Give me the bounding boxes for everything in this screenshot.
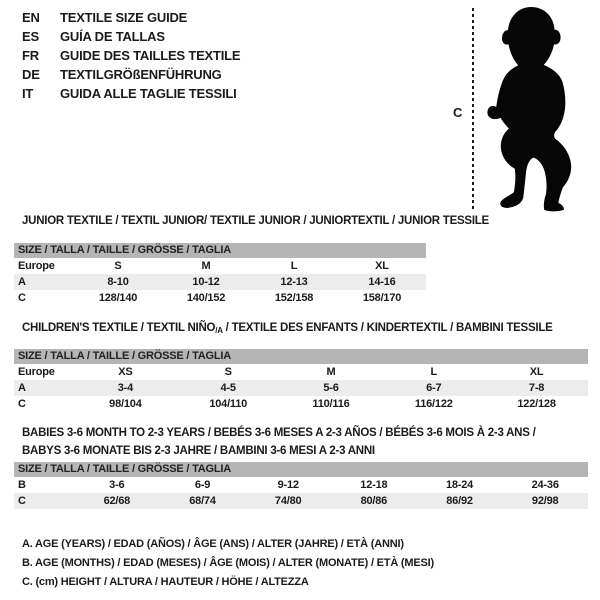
height-value: 152/158 [274, 292, 314, 304]
age-months-value: 24-36 [531, 479, 559, 491]
language-code: DE [22, 67, 40, 82]
table-row-age-months [14, 477, 588, 493]
children-size-table [14, 349, 588, 412]
legend-footnotes [22, 535, 434, 592]
height-value: 128/140 [98, 292, 138, 304]
table-row-height [14, 290, 426, 306]
height-value: 68/74 [189, 495, 216, 507]
age-value: 10-12 [192, 276, 220, 288]
height-value: 158/170 [362, 292, 402, 304]
age-value: 7-8 [528, 382, 545, 394]
junior-table-title: JUNIOR TEXTILE / TEXTIL JUNIOR/ TEXTILE JUNIOR / JUNIORTEXTIL / JUNIOR TESSILE [22, 215, 489, 227]
table-row-europe [14, 258, 426, 274]
age-value: 12-13 [280, 276, 308, 288]
height-value: 140/152 [186, 292, 226, 304]
row-label: C [18, 398, 26, 410]
language-code: ES [22, 29, 39, 44]
age-value: 14-16 [368, 276, 396, 288]
size-header-bar: SIZE / TALLA / TAILLE / GRÖSSE / TAGLIA [14, 462, 588, 477]
height-value: 74/80 [274, 495, 302, 507]
age-months-value: 9-12 [277, 479, 299, 491]
age-value: 6-7 [426, 382, 442, 394]
language-row-de [22, 65, 240, 84]
age-months-value: 6-9 [194, 479, 211, 491]
babies-size-table [14, 462, 588, 509]
language-title-list [22, 8, 240, 103]
size-col: M [326, 366, 336, 378]
junior-size-table [14, 243, 426, 306]
row-label: C [18, 495, 26, 507]
row-label: Europe [18, 260, 55, 272]
language-title: TEXTILE SIZE GUIDE [60, 10, 188, 25]
height-value: 110/116 [312, 398, 350, 410]
size-col: S [114, 260, 122, 272]
height-value: 80/86 [360, 495, 388, 507]
row-label: A [18, 276, 26, 288]
children-title-prefix: CHILDREN'S TEXTILE / TEXTIL NIÑO [22, 322, 216, 334]
footnote-age-months: B. AGE (MONTHS) / EDAD (MESES) / ÂGE (MOIS) / ALTER (MONATE) / ETÀ (MESI) [22, 557, 434, 569]
age-value: 5-6 [323, 382, 339, 394]
language-title: GUIDA ALLE TAGLIE TESSILI [60, 86, 237, 101]
age-months-value: 3-6 [109, 479, 125, 491]
table-row-height [14, 396, 588, 412]
table-row-europe [14, 364, 588, 380]
size-col: L [290, 260, 298, 272]
language-code: EN [22, 10, 40, 25]
table-row-age [14, 274, 426, 290]
babies-title-line1: BABIES 3-6 MONTH TO 2-3 YEARS / BEBÉS 3-6 MESES A 2-3 AÑOS / BÉBÉS 3-6 MOIS À 2-3 ANS / [22, 427, 536, 439]
height-value: 92/98 [531, 495, 559, 507]
age-months-value: 12-18 [360, 479, 388, 491]
babies-table-title [22, 424, 536, 460]
height-value: 62/68 [103, 495, 131, 507]
language-code: IT [22, 86, 34, 101]
age-value: 8-10 [107, 276, 129, 288]
row-label: B [18, 479, 26, 491]
size-col: XL [529, 366, 544, 378]
row-label: C [18, 292, 26, 304]
baby-silhouette-icon [482, 4, 580, 212]
language-title: GUÍA DE TALLAS [60, 29, 165, 44]
footnote-height: C. (cm) HEIGHT / ALTURA / HAUTEUR / HÖHE / ALTEZZA [22, 576, 309, 588]
size-col: M [201, 260, 211, 272]
height-measure-dashed-line [472, 8, 474, 212]
size-col: S [224, 366, 232, 378]
language-code: FR [22, 48, 39, 63]
height-value: 116/122 [414, 398, 453, 410]
language-row-en [22, 8, 240, 27]
table-row-height [14, 493, 588, 509]
language-row-it [22, 84, 240, 103]
height-value: 98/104 [109, 398, 142, 410]
footnote-age-years: A. AGE (YEARS) / EDAD (AÑOS) / ÂGE (ANS) / ALTER (JAHRE) / ETÀ (ANNI) [22, 538, 404, 550]
height-value: 86/92 [446, 495, 473, 507]
height-value: 104/110 [209, 398, 248, 410]
children-title-suffix: / TEXTILE DES ENFANTS / KINDERTEXTIL / BAMBINI TESSILE [222, 322, 553, 334]
age-value: 4-5 [220, 382, 236, 394]
height-value: 122/128 [517, 398, 556, 410]
size-col: XS [118, 366, 133, 378]
height-measure-label: C [453, 105, 463, 120]
size-header-bar: SIZE / TALLA / TAILLE / GRÖSSE / TAGLIA [14, 243, 426, 258]
language-row-es [22, 27, 240, 46]
size-col: XL [375, 260, 389, 272]
language-title: GUIDE DES TAILLES TEXTILE [60, 48, 241, 63]
size-col: L [430, 366, 438, 378]
size-header-bar: SIZE / TALLA / TAILLE / GRÖSSE / TAGLIA [14, 349, 588, 364]
language-title: TEXTILGRÖßENFÜHRUNG [60, 67, 222, 82]
children-table-title [22, 322, 553, 335]
row-label: A [18, 382, 26, 394]
language-row-fr [22, 46, 240, 65]
children-title-subscript: /A [215, 326, 223, 335]
age-value: 3-4 [117, 382, 134, 394]
age-months-value: 18-24 [445, 479, 474, 491]
babies-title-line2: BABYS 3-6 MONATE BIS 2-3 JAHRE / BAMBINI 3-6 MESI A 2-3 ANNI [22, 445, 375, 457]
row-label: Europe [18, 366, 55, 378]
table-row-age [14, 380, 588, 396]
